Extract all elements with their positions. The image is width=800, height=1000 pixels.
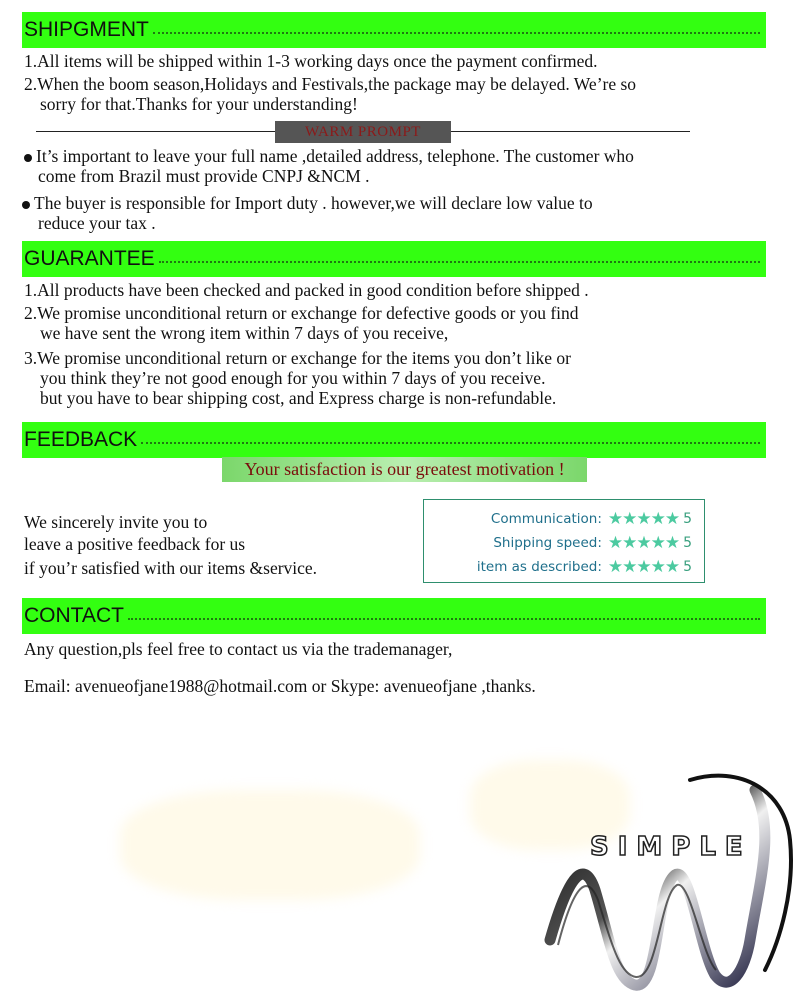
invite-line-1: We sincerely invite you to (24, 512, 208, 532)
rating-panel (423, 499, 705, 583)
shipment-title: SHIPGMENT (24, 18, 149, 41)
guarantee-line-1: 1.All products have been checked and packed in good condition before shipped . (24, 280, 589, 300)
rating-score: 5 (683, 511, 692, 527)
prompt-line-2: come from Brazil must provide CNPJ &NCM . (38, 166, 370, 186)
prompt-item-2 (22, 193, 593, 213)
bullet-icon (22, 201, 30, 209)
guarantee-line-6: but you have to bear shipping cost, and Express charge is non-refundable. (40, 388, 557, 408)
motivation-banner: Your satisfaction is our greatest motivation ! (222, 457, 587, 482)
background-blob (120, 790, 420, 900)
invite-line-2: leave a positive feedback for us (24, 534, 246, 554)
guarantee-line-5: you think they’re not good enough for you within 7 days of you receive. (40, 368, 546, 388)
feedback-title: FEEDBACK (24, 428, 138, 451)
shipment-header (22, 12, 766, 48)
guarantee-title: GUARANTEE (24, 247, 155, 270)
guarantee-line-3: we have sent the wrong item within 7 days of you receive, (40, 323, 449, 343)
header-dotted-rule (141, 442, 760, 444)
contact-line-1: Any question,pls feel free to contact us via the trademanager, (24, 639, 453, 659)
header-dotted-rule (153, 32, 760, 34)
rating-label: Shipping speed: (493, 535, 602, 551)
prompt-rule-right (451, 131, 690, 132)
header-dotted-rule (128, 618, 760, 620)
contact-header (22, 598, 766, 634)
rating-label: item as described: (476, 559, 602, 575)
shipment-line-2: 2.When the boom season,Holidays and Festivals,the package may be delayed. We’re so (24, 74, 637, 94)
logo-wordmark: SIMPLE (590, 832, 752, 862)
rating-label: Communication: (490, 511, 602, 527)
shipment-line-1: 1.All items will be shipped within 1-3 working days once the payment confirmed. (24, 51, 598, 71)
feedback-header (22, 422, 766, 458)
header-dotted-rule (159, 261, 760, 263)
prompt-rule-left (36, 131, 276, 132)
guarantee-header (22, 241, 766, 277)
shipment-line-3: sorry for that.Thanks for your understanding! (40, 94, 358, 114)
guarantee-line-4: 3.We promise unconditional return or exchange for the items you don’t like or (24, 348, 571, 368)
guarantee-line-2: 2.We promise unconditional return or exchange for defective goods or you find (24, 303, 579, 323)
star-rating-icon: ★★★★★ (607, 509, 680, 529)
invite-line-3: if you’r satisfied with our items &service. (24, 558, 318, 578)
bullet-icon (24, 154, 32, 162)
simple-logo-icon (540, 770, 800, 995)
prompt-line-4: reduce your tax . (38, 213, 156, 233)
rating-score: 5 (683, 535, 692, 551)
prompt-item-1 (24, 146, 634, 166)
contact-title: CONTACT (24, 604, 124, 627)
rating-row-item-as-described (477, 555, 692, 579)
star-rating-icon: ★★★★★ (607, 533, 680, 553)
prompt-line-3: The buyer is responsible for Import duty . however,we will declare low value to (34, 193, 593, 213)
warm-prompt-label: WARM PROMPT (275, 121, 451, 143)
rating-row-shipping-speed (493, 531, 692, 555)
star-rating-icon: ★★★★★ (607, 557, 680, 577)
prompt-line-1: It’s important to leave your full name ,detailed address, telephone. The customer who (36, 146, 634, 166)
rating-score: 5 (683, 559, 692, 575)
rating-row-communication (491, 507, 692, 531)
contact-line-2: Email: avenueofjane1988@hotmail.com or Skype: avenueofjane ,thanks. (24, 676, 536, 696)
